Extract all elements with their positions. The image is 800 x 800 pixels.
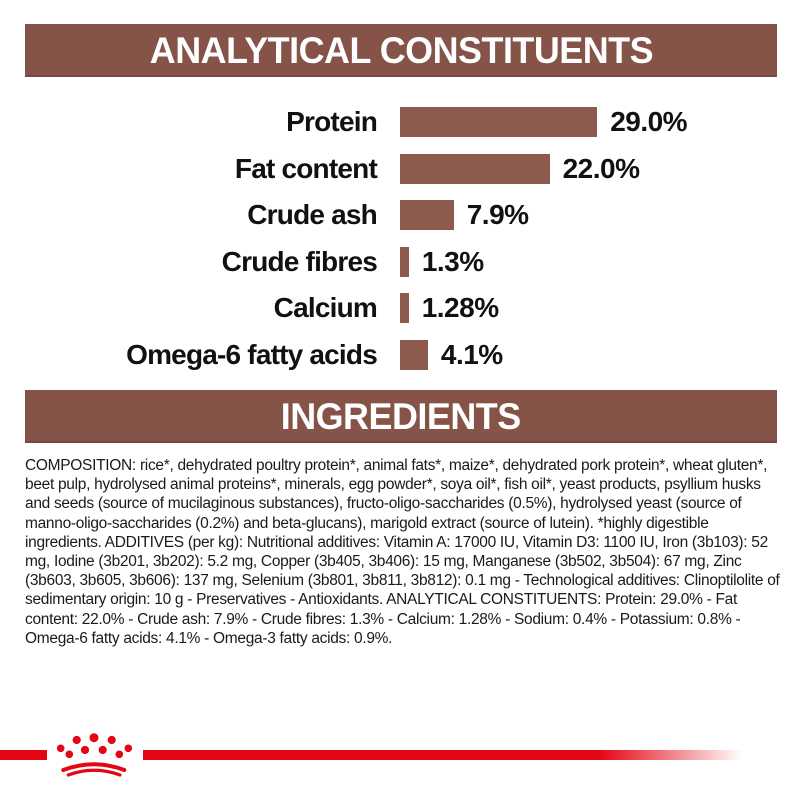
ingredients-title: INGREDIENTS bbox=[281, 395, 521, 437]
ingredients-banner bbox=[25, 390, 777, 443]
bar-value: 1.28% bbox=[421, 292, 499, 324]
chart-row bbox=[0, 332, 800, 379]
bar bbox=[400, 293, 409, 323]
bar-value: 7.9% bbox=[466, 199, 529, 231]
chart-row bbox=[0, 285, 800, 332]
analytical-constituents-bar-chart bbox=[0, 99, 800, 378]
brand-line-right bbox=[143, 750, 743, 760]
brand-line-left bbox=[0, 750, 47, 760]
royal-canin-crown-icon bbox=[50, 727, 140, 779]
bar bbox=[400, 154, 550, 184]
bar bbox=[400, 107, 597, 137]
chart-row bbox=[0, 239, 800, 286]
bar-label: Fat content bbox=[234, 152, 377, 184]
bar-label: Protein bbox=[286, 106, 377, 138]
bar-value: 22.0% bbox=[562, 152, 640, 184]
bar-value: 29.0% bbox=[610, 106, 688, 138]
bar bbox=[400, 200, 454, 230]
bar-label: Crude fibres bbox=[221, 245, 377, 277]
bar-value: 4.1% bbox=[440, 338, 503, 370]
bar bbox=[400, 340, 428, 370]
analytical-constituents-banner bbox=[25, 24, 777, 77]
chart-row bbox=[0, 146, 800, 193]
bar-value: 1.3% bbox=[421, 245, 484, 277]
bar-label: Crude ash bbox=[247, 199, 377, 231]
bar-label: Calcium bbox=[273, 292, 377, 324]
bar-label: Omega-6 fatty acids bbox=[126, 338, 377, 370]
composition-text: COMPOSITION: rice*, dehydrated poultry protein*, animal fats*, maize*, dehydrated pork protein*, wheat gluten*, beet pulp, hydrolysed animal proteins*, minerals, egg powder*, soya oil*, fish oil*, yeast products, psyllium husks and seeds (source of mucilaginous substances), fructo-oligo-saccharides (0.5%), hydrolysed yeast (source of manno-oligo-saccharides (0.2%) and beta-glucans), marigold extract (source of lutein). *highly digestible ingredients. ADDITIVES (per kg): Nutritional additives: Vitamin A: 17000 IU, Vitamin D3: 1100 IU, Iron (3b103): 52 mg, Iodine (3b201, 3b202): 5.2 mg, Copper (3b405, 3b406): 15 mg, Manganese (3b502, 3b504): 67 mg, Zinc (3b603, 3b605, 3b606): 137 mg, Selenium (3b801, 3b811, 3b812): 0.1 mg - Technological additives: Clinoptilolite of sedimentary origin: 10 g - Preservatives - Antioxidants. ANALYTICAL CONSTITUENTS: Protein: 29.0% - Fat content: 22.0% - Crude ash: 7.9% - Crude fibres: 1.3% - Calcium: 1.28% - Sodium: 0.4% - Potassium: 0.8% - Omega-6 fatty acids: 4.1% - Omega-3 fatty acids: 0.9%. bbox=[25, 457, 780, 647]
analytical-constituents-title: ANALYTICAL CONSTITUENTS bbox=[149, 29, 653, 71]
chart-row bbox=[0, 99, 800, 146]
chart-row bbox=[0, 192, 800, 239]
bar bbox=[400, 247, 409, 277]
